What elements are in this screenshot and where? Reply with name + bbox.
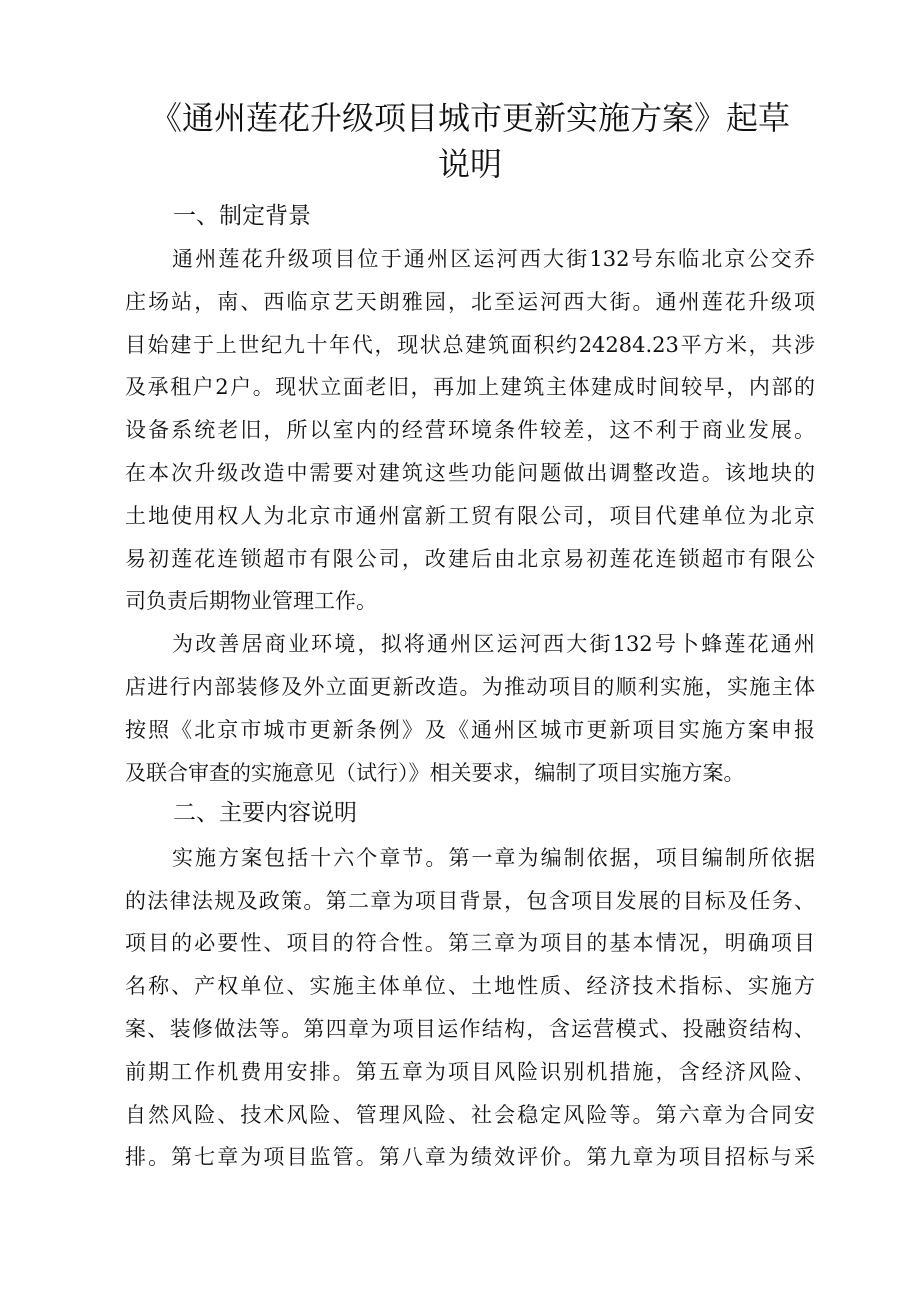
paragraph-line: 庄场站，南、西临京艺天朗雅园，北至运河西大街。通州莲花升级项 [125,290,815,314]
paragraph-line: 项目的必要性、项目的符合性。第三章为项目的基本情况，明确项目 [125,931,815,955]
paragraph-line: 名称、产权单位、实施主体单位、土地性质、经济技术指标、实施方 [125,974,815,998]
section-heading-main-content: 二、主要内容说明 [173,800,357,826]
paragraph-line: 店进行内部装修及外立面更新改造。为推动项目的顺利实施，实施主体 [125,675,815,699]
paragraph-line: 案、装修做法等。第四章为项目运作结构，含运营模式、投融资结构、 [125,1017,815,1041]
paragraph-line: 司负责后期物业管理工作。 [125,589,377,613]
paragraph-line: 土地使用权人为北京市通州富新工贸有限公司，项目代建单位为北京 [125,504,815,528]
paragraph-line: 易初莲花连锁超市有限公司，改建后由北京易初莲花连锁超市有限公 [125,547,815,571]
paragraph-line: 目始建于上世纪九十年代，现状总建筑面积约24284.23平方米，共涉 [125,333,815,357]
document-title-continued: 说明 [437,145,502,183]
paragraph-line: 排。第七章为项目监管。第八章为绩效评价。第九章为项目招标与采 [125,1145,815,1169]
paragraph-line: 设备系统老旧，所以室内的经营环境条件较差，这不利于商业发展。 [125,418,815,442]
paragraph-line: 的法律法规及政策。第二章为项目背景，包含项目发展的目标及任务、 [125,889,815,913]
paragraph-line: 通州莲花升级项目位于通州区运河西大街132号东临北京公交乔 [172,247,815,271]
document-title: 《通州莲花升级项目城市更新实施方案》起草 [149,99,790,137]
paragraph-line: 及承租户2户。现状立面老旧，再加上建筑主体建成时间较早，内部的 [125,375,815,399]
paragraph-line: 及联合审查的实施意见（试行）》相关要求，编制了项目实施方案。 [125,761,745,785]
paragraph-line: 实施方案包括十六个章节。第一章为编制依据，项目编制所依据 [172,846,815,870]
paragraph-line: 自然风险、技术风险、管理风险、社会稳定风险等。第六章为合同安 [125,1103,815,1127]
paragraph-line: 在本次升级改造中需要对建筑这些功能问题做出调整改造。该地块的 [125,461,815,485]
paragraph-line: 前期工作机费用安排。第五章为项目风险识别机措施，含经济风险、 [125,1060,815,1084]
paragraph-line: 按照《北京市城市更新条例》及《通州区城市更新项目实施方案申报 [125,718,815,742]
paragraph-line: 为改善居商业环境，拟将通州区运河西大街132号卜蜂莲花通州 [172,632,815,656]
section-heading-background: 一、制定背景 [173,203,311,229]
